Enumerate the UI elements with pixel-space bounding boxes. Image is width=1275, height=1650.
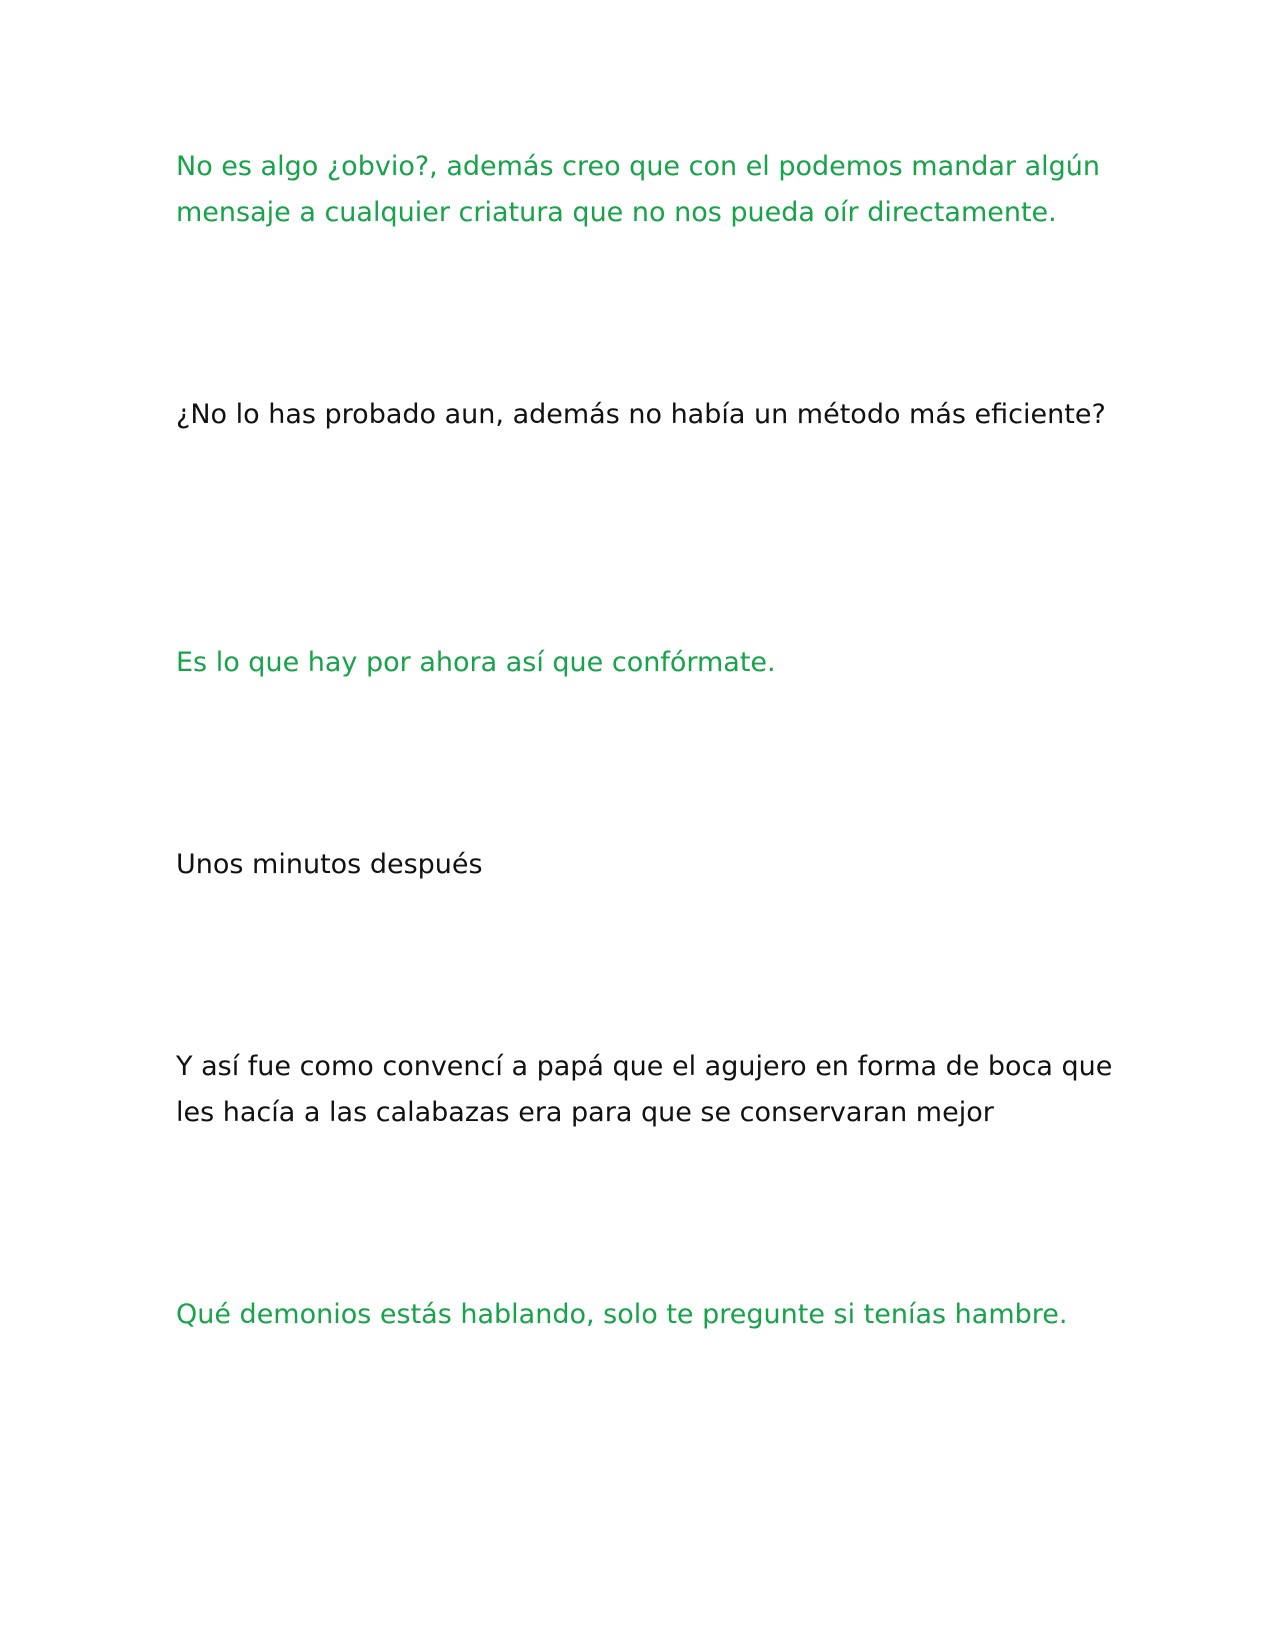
dialogue-paragraph-1: No es algo ¿obvio?, además creo que con el podemos mandar algún mensaje a cualquier criatura que no nos pueda oír directamente. [176,151,1100,228]
dialogue-paragraph-3: Es lo que hay por ahora así que confórmate. [176,647,776,678]
dialogue-paragraph-2: ¿No lo has probado aun, además no había un método más eficiente? [176,399,1106,430]
dialogue-paragraph-6: Qué demonios estás hablando, solo te pregunte si tenías hambre. [176,1299,1068,1330]
narration-paragraph-5: Y así fue como convencí a papá que el agujero en forma de boca que les hacía a las calabazas era para que se conservaran mejor [176,1051,1113,1128]
narration-paragraph-4: Unos minutos después [176,849,483,880]
